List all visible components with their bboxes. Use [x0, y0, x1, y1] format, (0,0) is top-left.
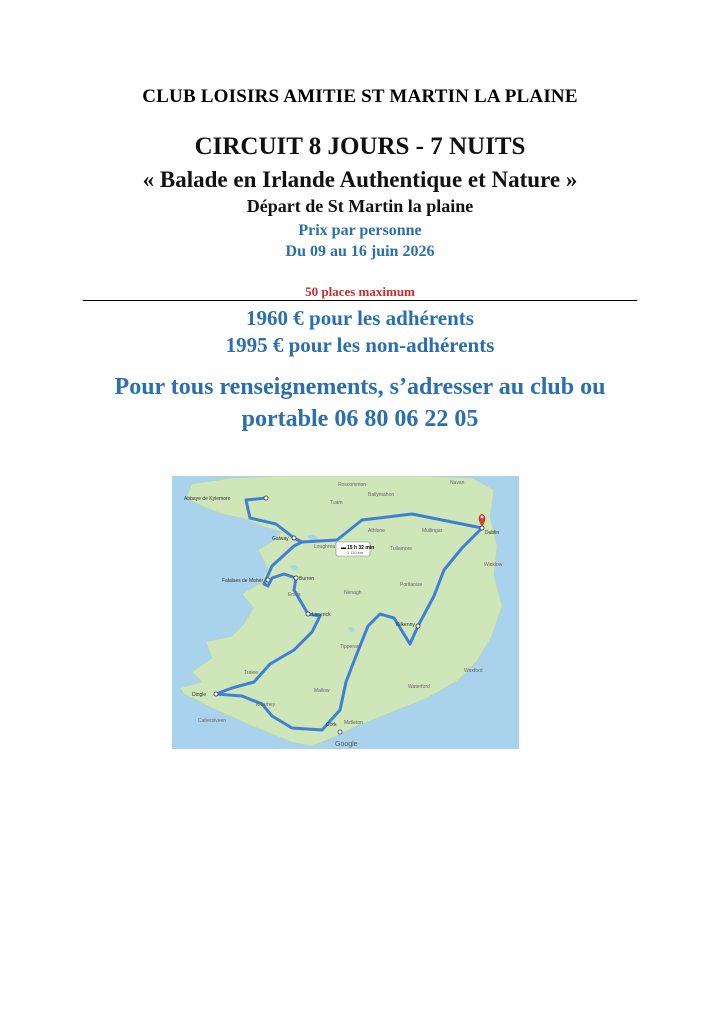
label-dublin: Dublin [485, 530, 500, 536]
route-map [172, 476, 519, 749]
label-cork: Cork [326, 722, 337, 728]
label-kylemore: Abbaye de Kylemore [184, 496, 231, 502]
places-limit: 50 places maximum [305, 284, 415, 299]
circuit-title: CIRCUIT 8 JOURS - 7 NUITS [194, 133, 526, 160]
town-label: Tipperary [340, 644, 361, 650]
town-label: Waterford [408, 684, 430, 690]
club-name: CLUB LOISIRS AMITIE ST MARTIN LA PLAINE [142, 86, 578, 107]
town-label: Wexford [464, 668, 483, 674]
car-icon: ▬ [341, 545, 346, 551]
town-label: Athlone [368, 528, 385, 534]
stop-kylemore [264, 496, 268, 500]
town-label: Roscommon [338, 482, 367, 488]
stop-galway [292, 536, 296, 540]
price-non-members: 1995 € pour les non-adhérents [225, 333, 495, 357]
stop-kilkenny [416, 624, 420, 628]
label-kilkenny: Kilkenny [396, 622, 415, 628]
route-badge [336, 542, 374, 556]
trip-dates: Du 09 au 16 juin 2026 [285, 243, 435, 260]
town-label: Tuam [330, 500, 343, 506]
route-time: 15 h 32 min [347, 545, 375, 551]
stop-burren [294, 576, 298, 580]
map-image [172, 476, 519, 749]
town-label: Tullamore [390, 546, 413, 552]
price-members: 1960 € pour les adhérents [246, 306, 474, 330]
label-dingle: Dingle [192, 692, 207, 698]
town-label: Wicklow [484, 562, 503, 568]
town-label: Tralee [244, 670, 258, 676]
town-label: Mallow [314, 688, 330, 694]
label-burren: Burren [299, 576, 315, 582]
stop-dingle [214, 692, 218, 696]
google-attribution: Google [335, 741, 358, 748]
town-label: Mullingar [422, 528, 443, 534]
stop-limerick [306, 612, 310, 616]
town-label: Portlaoise [400, 582, 423, 588]
town-label: Killarney [256, 702, 276, 708]
contact-line-1: Pour tous renseignements, s’adresser au club ou [114, 374, 606, 400]
stop-moher [266, 578, 270, 582]
divider [83, 300, 637, 301]
stop-dublin [480, 526, 484, 530]
town-label: Cahersiveen [198, 718, 227, 724]
label-galway: Galway [272, 536, 289, 542]
stop-cork [338, 730, 342, 734]
town-label: Navan [450, 480, 465, 486]
town-label: Ennis [288, 592, 301, 598]
label-limerick: Limerick [312, 612, 331, 618]
departure-text: Départ de St Martin la plaine [246, 196, 474, 216]
town-label: Loughrea [314, 544, 336, 550]
price-note: Prix par personne [298, 222, 422, 239]
route-distance: 1 110 km [347, 550, 364, 555]
town-label: Ballymahon [368, 492, 395, 498]
town-label: Nenagh [344, 590, 362, 596]
pin-dot [481, 516, 484, 519]
trip-title: « Balade en Irlande Authentique et Nature » [142, 167, 578, 192]
label-moher: Falaises de Moher [222, 578, 264, 584]
town-label: Midleton [344, 720, 363, 726]
contact-phone: portable 06 80 06 22 05 [241, 406, 479, 432]
